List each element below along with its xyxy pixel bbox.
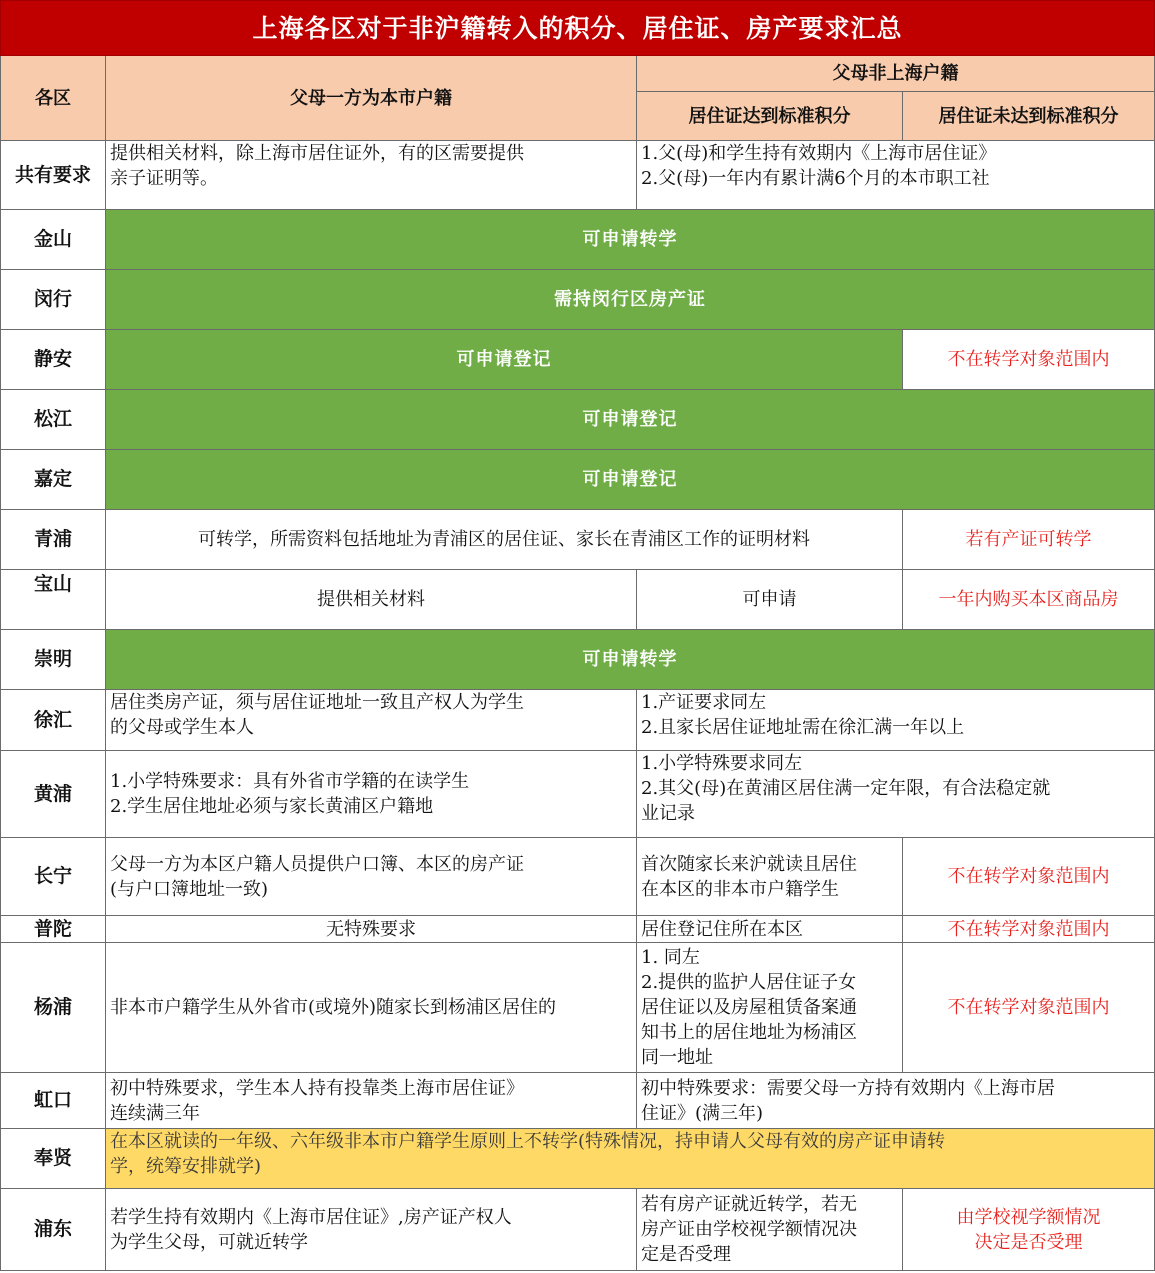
pudong-not-reached [903, 1189, 1155, 1271]
cell-line: 2.提供的监护人居住证子女 [641, 972, 857, 993]
jingan-main: 可申请登记 [106, 330, 903, 390]
changning-local [106, 838, 637, 916]
cell-line: 住证》(满三年) [641, 1102, 764, 1124]
district-baoshan: 宝山 [1, 570, 106, 630]
cell-line: 2.且家长居住证地址需在徐汇满一年以上 [641, 717, 965, 738]
qingpu-not-reached: 若有产证可转学 [903, 510, 1155, 570]
table-row [1, 838, 1155, 916]
songjiang-all: 可申请登记 [106, 390, 1155, 450]
table-row [1, 916, 1155, 943]
table-row [1, 570, 1155, 630]
baoshan-not-reached: 一年内购买本区商品房 [903, 570, 1155, 630]
putuo-reached: 居住登记住所在本区 [637, 916, 903, 943]
table-row [1, 330, 1155, 390]
cell-line: 2.父(母)一年内有累计满6个月的本市职工社 [641, 168, 990, 189]
district-huangpu: 黄浦 [1, 751, 106, 838]
cell-line: 业记录 [641, 803, 695, 824]
table-row [1, 210, 1155, 270]
cell-line: 初中特殊要求：需要父母一方持有效期内《上海市居 [641, 1077, 1055, 1099]
changning-not-reached: 不在转学对象范围内 [903, 838, 1155, 916]
cell-line: 在本区的非本市户籍学生 [641, 878, 839, 900]
cell-line: 连续满三年 [110, 1102, 200, 1124]
huangpu-nonlocal [637, 751, 1155, 838]
table-title: 上海各区对于非沪籍转入的积分、居住证、房产要求汇总 [1, 1, 1155, 56]
table-row [1, 1189, 1155, 1271]
cell-line: 2.学生居住地址必须与家长黄浦区户籍地 [110, 796, 434, 817]
cell-line: 居住类房产证，须与居住证地址一致且产权人为学生 [110, 692, 524, 713]
common-local [106, 141, 637, 210]
baoshan-local: 提供相关材料 [106, 570, 637, 630]
district-songjiang: 松江 [1, 390, 106, 450]
cell-line: 定是否受理 [641, 1244, 731, 1265]
table-row [1, 1073, 1155, 1129]
cell-line: 1. 同左 [641, 947, 700, 968]
district-chongming: 崇明 [1, 630, 106, 690]
cell-line: 亲子证明等。 [110, 168, 218, 189]
cell-line: 学，统筹安排就学) [110, 1156, 262, 1177]
qingpu-main: 可转学，所需资料包括地址为青浦区的居住证、家长在青浦区工作的证明材料 [106, 510, 903, 570]
xuhui-nonlocal [637, 690, 1155, 751]
header-district: 各区 [1, 56, 106, 141]
cell-line: 若有房产证就近转学，若无 [641, 1194, 857, 1215]
district-jingan: 静安 [1, 330, 106, 390]
common-nonlocal [637, 141, 1155, 210]
district-jinshan: 金山 [1, 210, 106, 270]
table-row [1, 390, 1155, 450]
hongkou-nonlocal [637, 1073, 1155, 1129]
district-xuhui: 徐汇 [1, 690, 106, 751]
cell-line: 决定是否受理 [974, 1231, 1083, 1253]
header-parent-nonlocal: 父母非上海户籍 [637, 56, 1155, 92]
xuhui-local [106, 690, 637, 751]
yangpu-local: 非本市户籍学生从外省市(或境外)随家长到杨浦区居住的 [106, 943, 637, 1073]
cell-line: 的父母或学生本人 [110, 717, 254, 738]
cell-line: 若学生持有效期内《上海市居住证》,房产证产权人 [110, 1206, 512, 1228]
district-yangpu: 杨浦 [1, 943, 106, 1073]
cell-line: 初中特殊要求，学生本人持有投靠类上海市居住证》 [110, 1077, 524, 1099]
yangpu-not-reached: 不在转学对象范围内 [903, 943, 1155, 1073]
district-hongkou: 虹口 [1, 1073, 106, 1129]
cell-line: 知书上的居住地址为杨浦区 [641, 1022, 857, 1043]
district-putuo: 普陀 [1, 916, 106, 943]
cell-line: 提供相关材料，除上海市居住证外，有的区需要提供 [110, 143, 524, 164]
cell-line: (与户口簿地址一致) [110, 878, 269, 900]
table-row [1, 943, 1155, 1073]
table-row [1, 1129, 1155, 1189]
header-parent-local: 父母一方为本市户籍 [106, 56, 637, 141]
jinshan-all: 可申请转学 [106, 210, 1155, 270]
minhang-all: 需持闵行区房产证 [106, 270, 1155, 330]
cell-line: 在本区就读的一年级、六年级非本市户籍学生原则上不转学(特殊情况，持申请人父母有效的房产证申请转 [110, 1131, 946, 1152]
cell-line: 2.其父(母)在黄浦区居住满一定年限，有合法稳定就 [641, 778, 1051, 799]
changning-reached [637, 838, 903, 916]
cell-line: 首次随家长来沪就读且居住 [641, 853, 857, 875]
cell-line: 同一地址 [641, 1047, 713, 1068]
jiading-all: 可申请登记 [106, 450, 1155, 510]
baoshan-reached: 可申请 [637, 570, 903, 630]
chongming-all: 可申请转学 [106, 630, 1155, 690]
table-row [1, 270, 1155, 330]
header-reached: 居住证达到标准积分 [637, 92, 903, 141]
putuo-not-reached: 不在转学对象范围内 [903, 916, 1155, 943]
table-row [1, 751, 1155, 838]
cell-line: 1.小学特殊要求：具有外省市学籍的在读学生 [110, 771, 470, 792]
yangpu-reached [637, 943, 903, 1073]
district-changning: 长宁 [1, 838, 106, 916]
pudong-local [106, 1189, 637, 1271]
fengxian-all [106, 1129, 1155, 1189]
cell-line: 为学生父母，可就近转学 [110, 1231, 308, 1253]
cell-line: 父母一方为本区户籍人员提供户口簿、本区的房产证 [110, 853, 524, 875]
cell-line: 房产证由学校视学额情况决 [641, 1219, 857, 1240]
table-row [1, 630, 1155, 690]
cell-line: 由学校视学额情况 [956, 1206, 1101, 1228]
cell-line: 1.产证要求同左 [641, 692, 767, 713]
cell-line: 1.父(母)和学生持有效期内《上海市居住证》 [641, 143, 997, 164]
header-not-reached: 居住证未达到标准积分 [903, 92, 1155, 141]
jingan-not-reached: 不在转学对象范围内 [903, 330, 1155, 390]
district-qingpu: 青浦 [1, 510, 106, 570]
huangpu-local [106, 751, 637, 838]
district-minhang: 闵行 [1, 270, 106, 330]
table-row [1, 141, 1155, 210]
district-common: 共有要求 [1, 141, 106, 210]
cell-line: 1.小学特殊要求同左 [641, 753, 803, 774]
district-fengxian: 奉贤 [1, 1129, 106, 1189]
hongkou-local [106, 1073, 637, 1129]
district-pudong: 浦东 [1, 1189, 106, 1271]
district-jiading: 嘉定 [1, 450, 106, 510]
putuo-local: 无特殊要求 [106, 916, 637, 943]
table-row [1, 450, 1155, 510]
pudong-reached [637, 1189, 903, 1271]
cell-line: 居住证以及房屋租赁备案通 [641, 997, 857, 1018]
table-row [1, 690, 1155, 751]
table-row [1, 510, 1155, 570]
